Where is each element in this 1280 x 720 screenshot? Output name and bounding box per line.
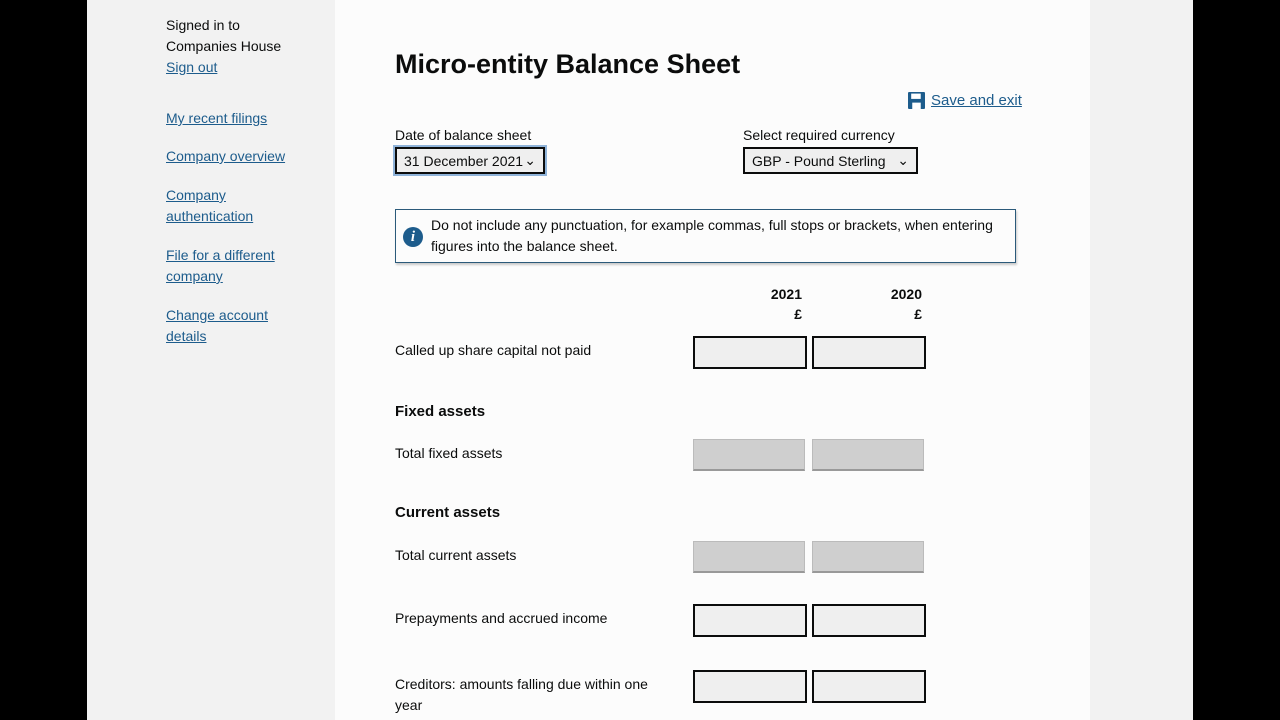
creditors-2021-input[interactable] (693, 670, 807, 703)
sidebar (87, 0, 335, 720)
save-and-exit-link[interactable]: Save and exit (931, 92, 1022, 109)
current-assets-heading: Current assets (395, 504, 501, 521)
total-current-2021-input (693, 541, 805, 573)
total-current-label: Total current assets (395, 547, 517, 563)
prepayments-label: Prepayments and accrued income (395, 610, 608, 626)
column-unit-2020: £ (914, 306, 922, 322)
column-unit-2021: £ (794, 306, 802, 322)
chevron-down-icon: ⌄ (524, 152, 536, 168)
date-select[interactable] (395, 147, 545, 174)
creditors-label: Creditors: amounts falling due within one year (395, 676, 648, 713)
file-different-company-link[interactable]: File for a different company (166, 247, 275, 284)
chevron-down-icon: ⌄ (897, 152, 909, 168)
fixed-assets-heading: Fixed assets (395, 403, 486, 420)
page-title: Micro-entity Balance Sheet (395, 49, 741, 79)
currency-value: GBP - Pound Sterling (752, 152, 886, 169)
info-notice (395, 209, 1016, 263)
company-authentication-link[interactable]: Company authentication (166, 187, 254, 224)
signed-in-org: Companies House (166, 38, 282, 54)
save-icon (908, 92, 925, 109)
called-up-2021-input[interactable] (693, 336, 807, 369)
prepayments-2021-input[interactable] (693, 604, 807, 637)
total-fixed-label: Total fixed assets (395, 445, 503, 461)
total-fixed-2020-input (812, 439, 924, 471)
date-label: Date of balance sheet (395, 127, 532, 143)
creditors-2020-input[interactable] (812, 670, 926, 703)
total-current-2020-input (812, 541, 924, 573)
info-icon: i (403, 227, 423, 247)
sign-out-link[interactable]: Sign out (166, 59, 218, 75)
save-and-exit-button[interactable] (908, 90, 1022, 111)
signed-in-text (166, 15, 281, 78)
info-text: Do not include any punctuation, for example commas, full stops or brackets, when entering figures into the balance sheet. (431, 217, 993, 254)
called-up-label: Called up share capital not paid (395, 342, 592, 358)
total-fixed-2021-input (693, 439, 805, 471)
change-account-details-link[interactable]: Change account details (166, 307, 268, 344)
called-up-2020-input[interactable] (812, 336, 926, 369)
signed-in-line: Signed in to (166, 17, 240, 33)
column-year-2021: 2021 (770, 286, 802, 302)
currency-select[interactable] (743, 147, 918, 174)
company-overview-link[interactable]: Company overview (166, 148, 286, 164)
my-recent-filings-link[interactable]: My recent filings (166, 110, 268, 126)
prepayments-2020-input[interactable] (812, 604, 926, 637)
right-margin (1090, 0, 1193, 720)
column-year-2020: 2020 (890, 286, 922, 302)
currency-label: Select required currency (743, 127, 895, 143)
date-value: 31 December 2021 (404, 152, 524, 169)
